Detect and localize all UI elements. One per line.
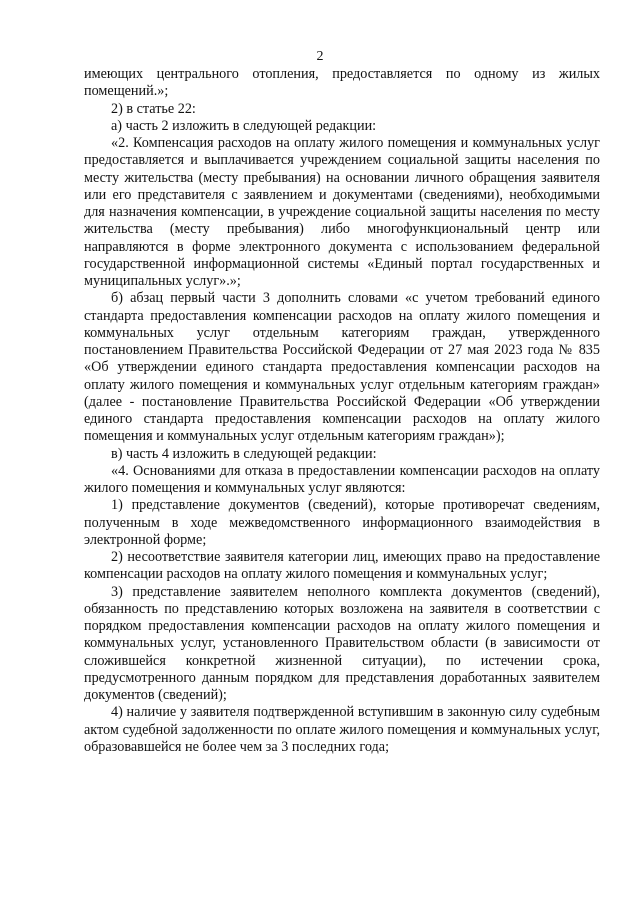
paragraph: 4) наличие у заявителя подтвержденной вступившим в законную силу судебным актом судебной задолженности по оплате жилого помещения и коммунальных услуг, образовавшейся не более чем за 3 последних года; [84,704,600,755]
paragraph: 1) представление документов (сведений), которые противоречат сведениям, полученным в ходе межведомственного информационного взаимодействия в электронной форме; [84,497,600,548]
paragraph: «2. Компенсация расходов на оплату жилого помещения и коммунальных услуг предоставляется и выплачивается учреждением социальной защиты населения по месту жительства (месту пребывания) на основании личного обращения заявителя или его представителя с заявлением и документами (сведениями), необходимыми для назначения компенсации, в учреждение социальной защиты населения по месту жительства (месту пребывания) либо многофункциональный центр или направляются в форме электронного документа с использованием федеральной государственной информационной системы «Единый портал государственных и муниципальных услуг».»; [84,135,600,289]
paragraph: имеющих центрального отопления, предоставляется по одному из жилых помещений.»; [84,66,600,100]
paragraph: 2) несоответствие заявителя категории лиц, имеющих право на предоставление компенсации расходов на оплату жилого помещения и коммунальных услуг; [84,549,600,583]
page-number: 2 [316,49,324,64]
paragraph: «4. Основаниями для отказа в предоставлении компенсации расходов на оплату жилого помещения и коммунальных услуг являются: [84,462,600,496]
paragraph: а) часть 2 изложить в следующей редакции: [111,117,377,134]
document-body [84,66,600,756]
paragraph: 3) представление заявителем неполного комплекта документов (сведений), обязанность по представлению которых возложена на заявителя в соответствии с порядком предоставления компенсации расходов на оплату жилого помещения и коммунальных услуг, установленного Правительством области (в зависимости от сложившейся конкретной жизненной ситуации), по истечении срока, предусмотренного данным порядком для представления доработанных заявителем документов (сведений); [84,583,600,703]
paragraph: б) абзац первый части 3 дополнить словами «с учетом требований единого стандарта предоставления компенсации расходов на оплату жилого помещения и коммунальных услуг отдельным категориям граждан, утвержденного постановлением Правительства Российской Федерации от 27 мая 2023 года № 835 «Об утверждении единого стандарта предоставления компенсации расходов на оплату жилого помещения и коммунальных услуг отдельным категориям граждан» (далее - постановление Правительства Российской Федерации «Об утверждении единого стандарта предоставления компенсации расходов на оплату жилого помещения и коммунальных услуг отдельным категориям граждан»); [84,290,600,445]
paragraph: в) часть 4 изложить в следующей редакции: [111,445,377,462]
paragraph: 2) в статье 22: [111,100,196,117]
